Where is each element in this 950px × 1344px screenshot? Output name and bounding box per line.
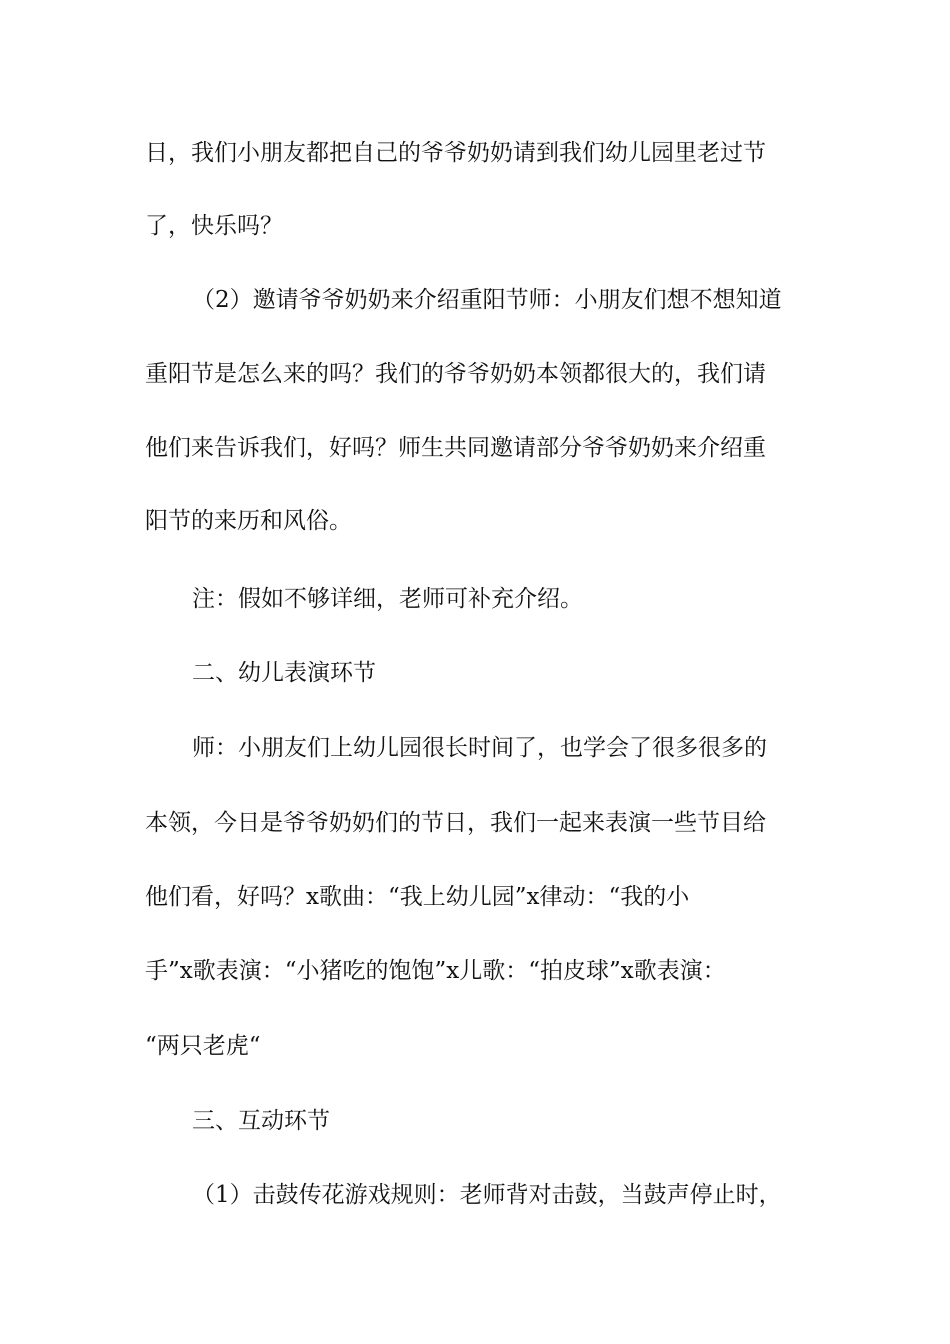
text-line: 他们来告诉我们，好吗？师生共同邀请部分爷爷奶奶来介绍重 bbox=[145, 435, 766, 461]
section-heading: 三、互动环节 bbox=[192, 1108, 330, 1134]
text-line: （2）邀请爷爷奶奶来介绍重阳节师：小朋友们想不想知道 bbox=[192, 287, 782, 313]
section-heading: 二、幼儿表演环节 bbox=[192, 660, 376, 686]
text-line: 师：小朋友们上幼儿园很长时间了，也学会了很多很多的 bbox=[192, 735, 767, 761]
text-line: 日，我们小朋友都把自己的爷爷奶奶请到我们幼儿园里老过节 bbox=[145, 140, 766, 166]
text-line: 阳节的来历和风俗。 bbox=[145, 508, 352, 534]
text-line: 本领，今日是爷爷奶奶们的节日，我们一起来表演一些节目给 bbox=[145, 810, 766, 836]
text-line: （1）击鼓传花游戏规则：老师背对击鼓，当鼓声停止时， bbox=[192, 1182, 782, 1208]
text-line: 他们看，好吗？x歌曲：“我上幼儿园”x律动：“我的小 bbox=[145, 884, 690, 910]
text-line: 了，快乐吗？ bbox=[145, 213, 283, 239]
text-line: 重阳节是怎么来的吗？我们的爷爷奶奶本领都很大的，我们请 bbox=[145, 361, 766, 387]
text-line: 注：假如不够详细，老师可补充介绍。 bbox=[192, 586, 583, 612]
text-line: “两只老虎“ bbox=[145, 1033, 261, 1059]
text-line: 手”x歌表演：“小猪吃的饱饱”x儿歌：“拍皮球”x歌表演： bbox=[145, 958, 726, 984]
